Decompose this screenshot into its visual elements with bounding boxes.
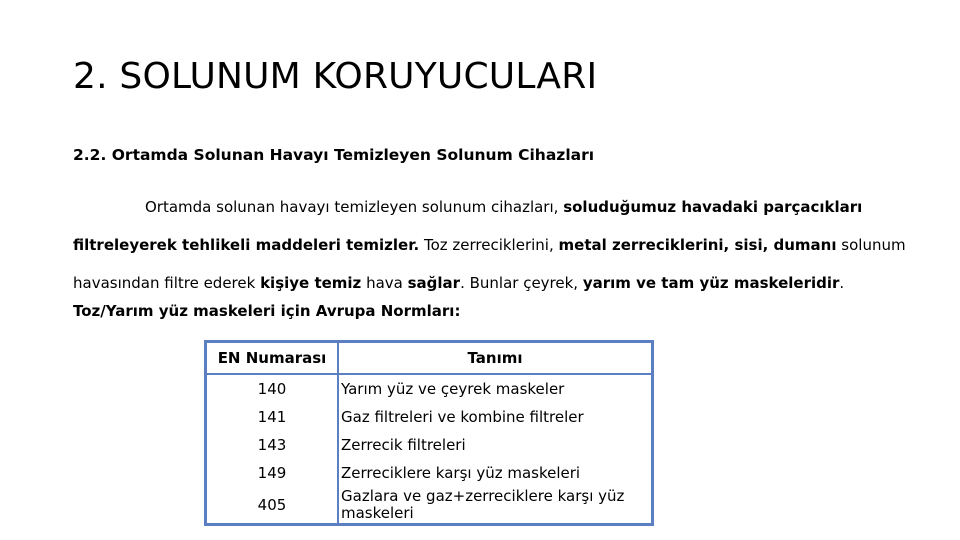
table-row: [206, 487, 653, 525]
header-en-number: EN Numarası: [206, 342, 339, 375]
table-row: [206, 431, 653, 459]
text-run: solunum: [836, 236, 906, 254]
description-cell: Yarım yüz ve çeyrek maskeler: [341, 379, 565, 398]
text-run: .: [839, 274, 845, 292]
description-cell: Gaz filtreleri ve kombine filtreler: [341, 407, 584, 426]
en-number-cell: 405: [206, 487, 339, 525]
bold-run: yarım ve tam yüz maskeleridir: [582, 274, 840, 292]
text-run: Ortamda solunan havayı temizleyen solunum cihazları,: [145, 198, 564, 216]
norms-section-label: Toz/Yarım yüz maskeleri için Avrupa Normları:: [73, 302, 461, 320]
text-run: Toz zerreciklerini,: [419, 236, 559, 254]
bold-run: sisi, dumanı: [734, 236, 837, 254]
bold-run: soluduğumuz: [563, 198, 677, 216]
description-cell: Zerrecik filtreleri: [341, 435, 466, 454]
en-number-cell: 140: [206, 374, 339, 403]
table-header-row: [206, 342, 653, 375]
bold-run: metal zerreciklerini,: [558, 236, 735, 254]
section-subtitle: 2.2. Ortamda Solunan Havayı Temizleyen Solunum Cihazları: [73, 146, 595, 164]
header-description: Tanımı: [338, 342, 653, 375]
body-paragraph: [73, 188, 906, 302]
bold-run: kişiye temiz: [260, 274, 362, 292]
paragraph-line-3: [73, 264, 883, 302]
text-run: . Bunlar çeyrek,: [460, 274, 583, 292]
bold-run: sağlar: [407, 274, 461, 292]
bold-run: havadaki parçacıkları: [676, 198, 863, 216]
description-cell: Zerreciklere karşı yüz maskeleri: [341, 463, 581, 482]
en-number-cell: 141: [206, 403, 339, 431]
en-norms-table: [204, 340, 654, 526]
text-run: hava: [361, 274, 408, 292]
table-row: [206, 374, 653, 403]
paragraph-line-1: [73, 188, 883, 226]
en-number-cell: 149: [206, 459, 339, 487]
bold-run: filtreleyerek tehlikeli maddeleri temizler.: [73, 236, 420, 254]
description-cell: Gazlara ve gaz+zerreciklere karşı yüz maskeleri: [341, 487, 625, 522]
text-run: havasından filtre ederek: [73, 274, 261, 292]
table-row: [206, 403, 653, 431]
page-title: 2. SOLUNUM KORUYUCULARI: [73, 56, 598, 97]
paragraph-line-2: [73, 226, 906, 264]
en-number-cell: 143: [206, 431, 339, 459]
table-row: [206, 459, 653, 487]
